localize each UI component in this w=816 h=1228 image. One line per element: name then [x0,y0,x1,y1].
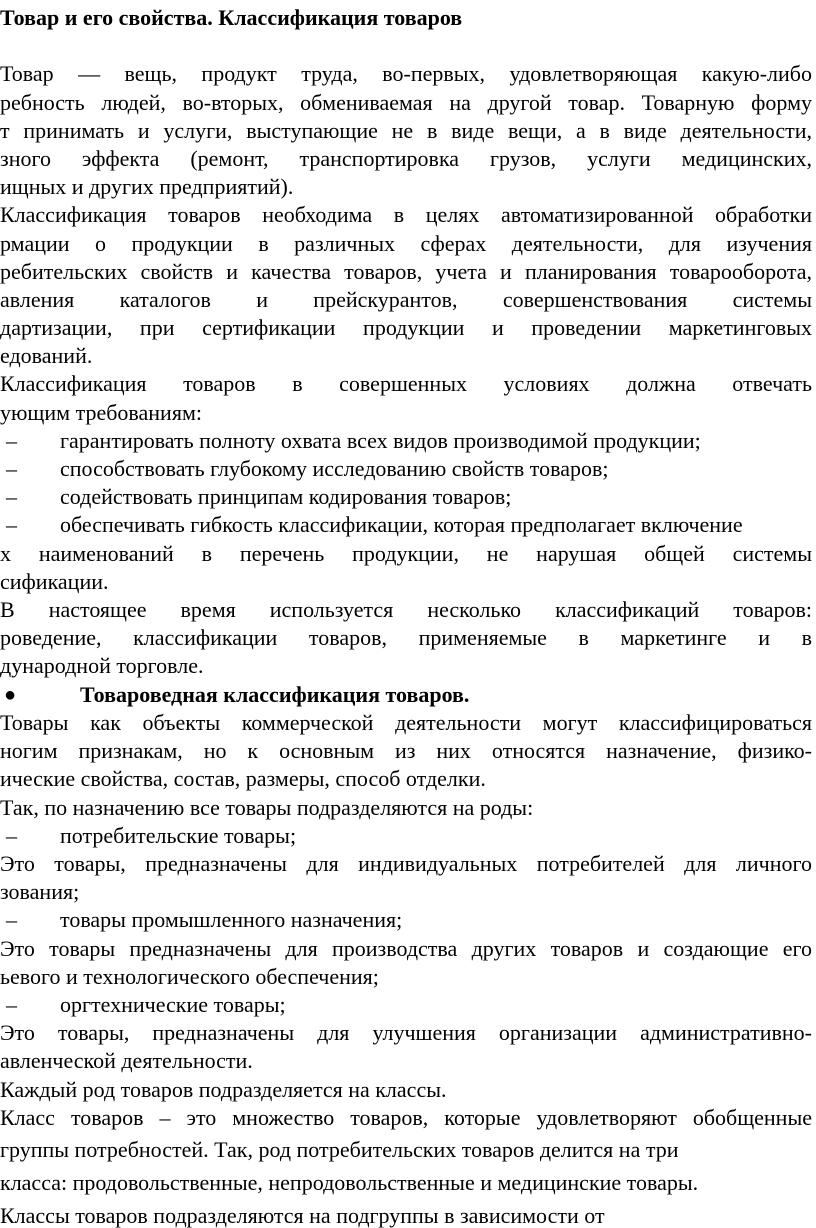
text-line: В настоящее время используется несколько классификаций товаров: [0,597,812,622]
text-line: т принимать и услуги, выступающие не в виде вещи, а в виде деятельности, [0,118,812,143]
text-line: Класс товаров – это множество товаров, которые удовлетворяют обобщенные [0,1105,812,1130]
text-line: группы потребностей. Так, род потребительских товаров делится на три [0,1137,679,1162]
dash-marker: – [6,992,17,1017]
text-line: Товар — вещь, продукт труда, во-первых, удовлетворяющая какую-либо [0,61,812,86]
dash-marker: – [6,484,17,509]
list-item-text: способствовать глубокому исследованию свойств товаров; [60,456,609,481]
text-line: Это товары предназначены для производства других товаров и создающие его [0,936,812,961]
text-line: Классификация товаров необходима в целях автоматизированной обработки [0,202,812,227]
dash-marker: – [6,512,17,537]
text-line: Это товары, предназначены для индивидуальных потребителей для личного [0,851,812,876]
text-line: ические свойства, состав, размеры, способ отделки. [0,766,486,791]
text-line: Классификация товаров в совершенных условиях должна отвечать [0,371,812,396]
list-item-text: гарантировать полноту охвата всех видов производимой продукции; [60,428,701,453]
list-item-text: товары промышленного назначения; [60,907,403,932]
text-line: ребительских свойств и качества товаров, учета и планирования товарооборота, [0,259,812,284]
text-line: х наименований в перечень продукции, не нарушая общей системы [0,541,812,566]
text-line: зования; [0,879,80,904]
text-line: Каждый род товаров подразделяется на классы. [0,1077,447,1102]
list-item-text: потребительские товары; [60,823,297,848]
text-line: Это товары, предназначены для улучшения организации административно- [0,1020,812,1045]
text-line: авления каталогов и прейскурантов, совершенствования системы [0,287,812,312]
dash-marker: – [6,428,17,453]
text-line: роведение, классификации товаров, применяемые в маркетинге и в [0,625,812,650]
text-line: едований. [0,343,93,368]
text-line: рмации о продукции в различных сферах деятельности, для изучения [0,231,812,256]
text-line: ующим требованиям: [0,400,202,425]
dash-marker: – [6,456,17,481]
text-line: ребность людей, во-вторых, обмениваемая на другой товар. Товарную форму [0,90,812,115]
text-line: ьевого и технологического обеспечения; [0,964,379,989]
text-line: дартизации, при сертификации продукции и проведении маркетинговых [0,315,812,340]
text-line: авленческой деятельности. [0,1048,253,1073]
text-line: дународной торговле. [0,653,204,678]
section-heading: Товароведная классификация товаров. [80,682,470,707]
text-line: сификации. [0,569,109,594]
text-line: Классы товаров подразделяются на подгруппы в зависимости от [0,1203,605,1228]
dash-marker: – [6,907,17,932]
list-item-text: обеспечивать гибкость классификации, которая предполагает включение [60,512,743,537]
text-line: зного эффекта (ремонт, транспортировка грузов, услуги медицинских, [0,146,812,171]
text-line: ищных и других предприятий). [0,174,294,199]
list-item-text: содействовать принципам кодирования товаров; [60,484,512,509]
list-item-text: оргтехнические товары; [60,992,286,1017]
text-line: ногим признакам, но к основным из них относятся назначение, физико- [0,738,812,763]
document-title: Товар и его свойства. Классификация товаров [0,5,463,30]
bullet-icon: ● [4,684,17,706]
text-line: Товары как объекты коммерческой деятельности могут классифицироваться [0,710,812,735]
text-line: Так, по назначению все товары подразделяются на роды: [0,795,534,820]
text-line: класса: продовольственные, непродовольственные и медицинские товары. [0,1170,699,1195]
dash-marker: – [6,823,17,848]
